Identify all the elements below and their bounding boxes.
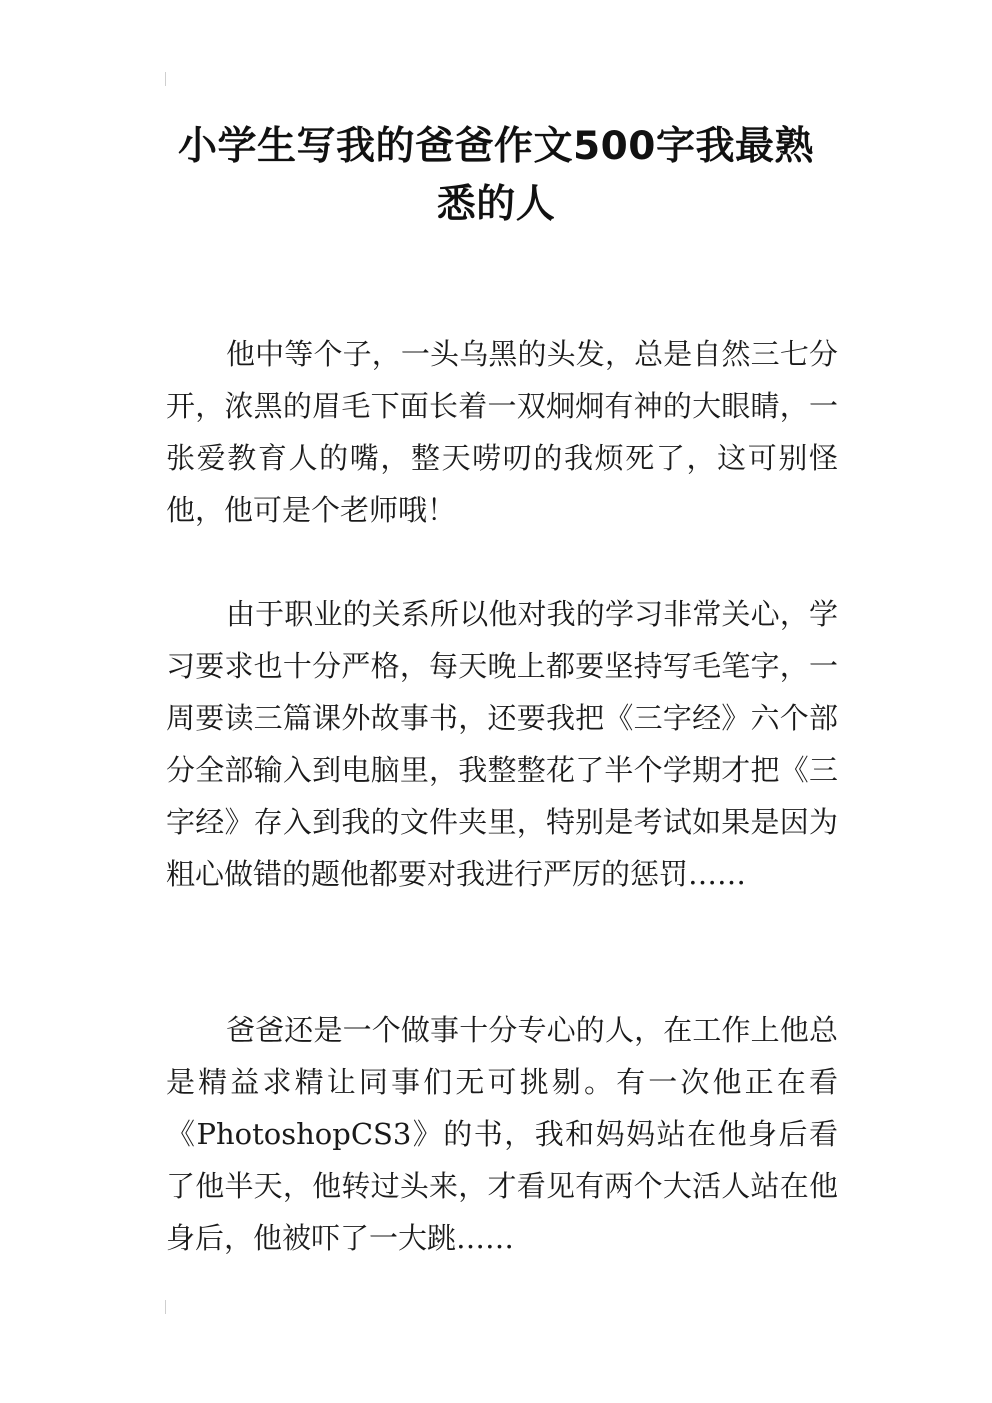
crop-mark-bottom <box>165 1300 166 1314</box>
paragraph-1: 他中等个子，一头乌黑的头发，总是自然三七分开，浓黑的眉毛下面长着一双炯炯有神的大眼睛，一张爱教育人的嘴，整天唠叨的我烦死了，这可别怪他，他可是个老师哦！ <box>166 337 838 527</box>
title-line-2: 悉的人 <box>436 182 556 227</box>
document-title <box>150 118 842 234</box>
paragraph-2: 由于职业的关系所以他对我的学习非常关心，学习要求也十分严格，每天晚上都要坚持写毛笔字，一周要读三篇课外故事书，还要我把《三字经》六个部分全部输入到电脑里，我整整花了半个学期才把《三字经》存入到我的文件夹里，特别是考试如果是因为粗心做错的题他都要对我进行严厉的惩罚…… <box>166 597 838 891</box>
title-line-1: 小学生写我的爸爸作文500字我最熟 <box>178 124 814 169</box>
paragraph-3: 爸爸还是一个做事十分专心的人，在工作上他总是精益求精让同事们无可挑剔。有一次他正在看《PhotoshopCS3》的书，我和妈妈站在他身后看了他半天，他转过头来，才看见有两个大活人站在他身后，他被吓了一大跳…… <box>166 1013 838 1255</box>
crop-mark-top <box>165 72 166 86</box>
